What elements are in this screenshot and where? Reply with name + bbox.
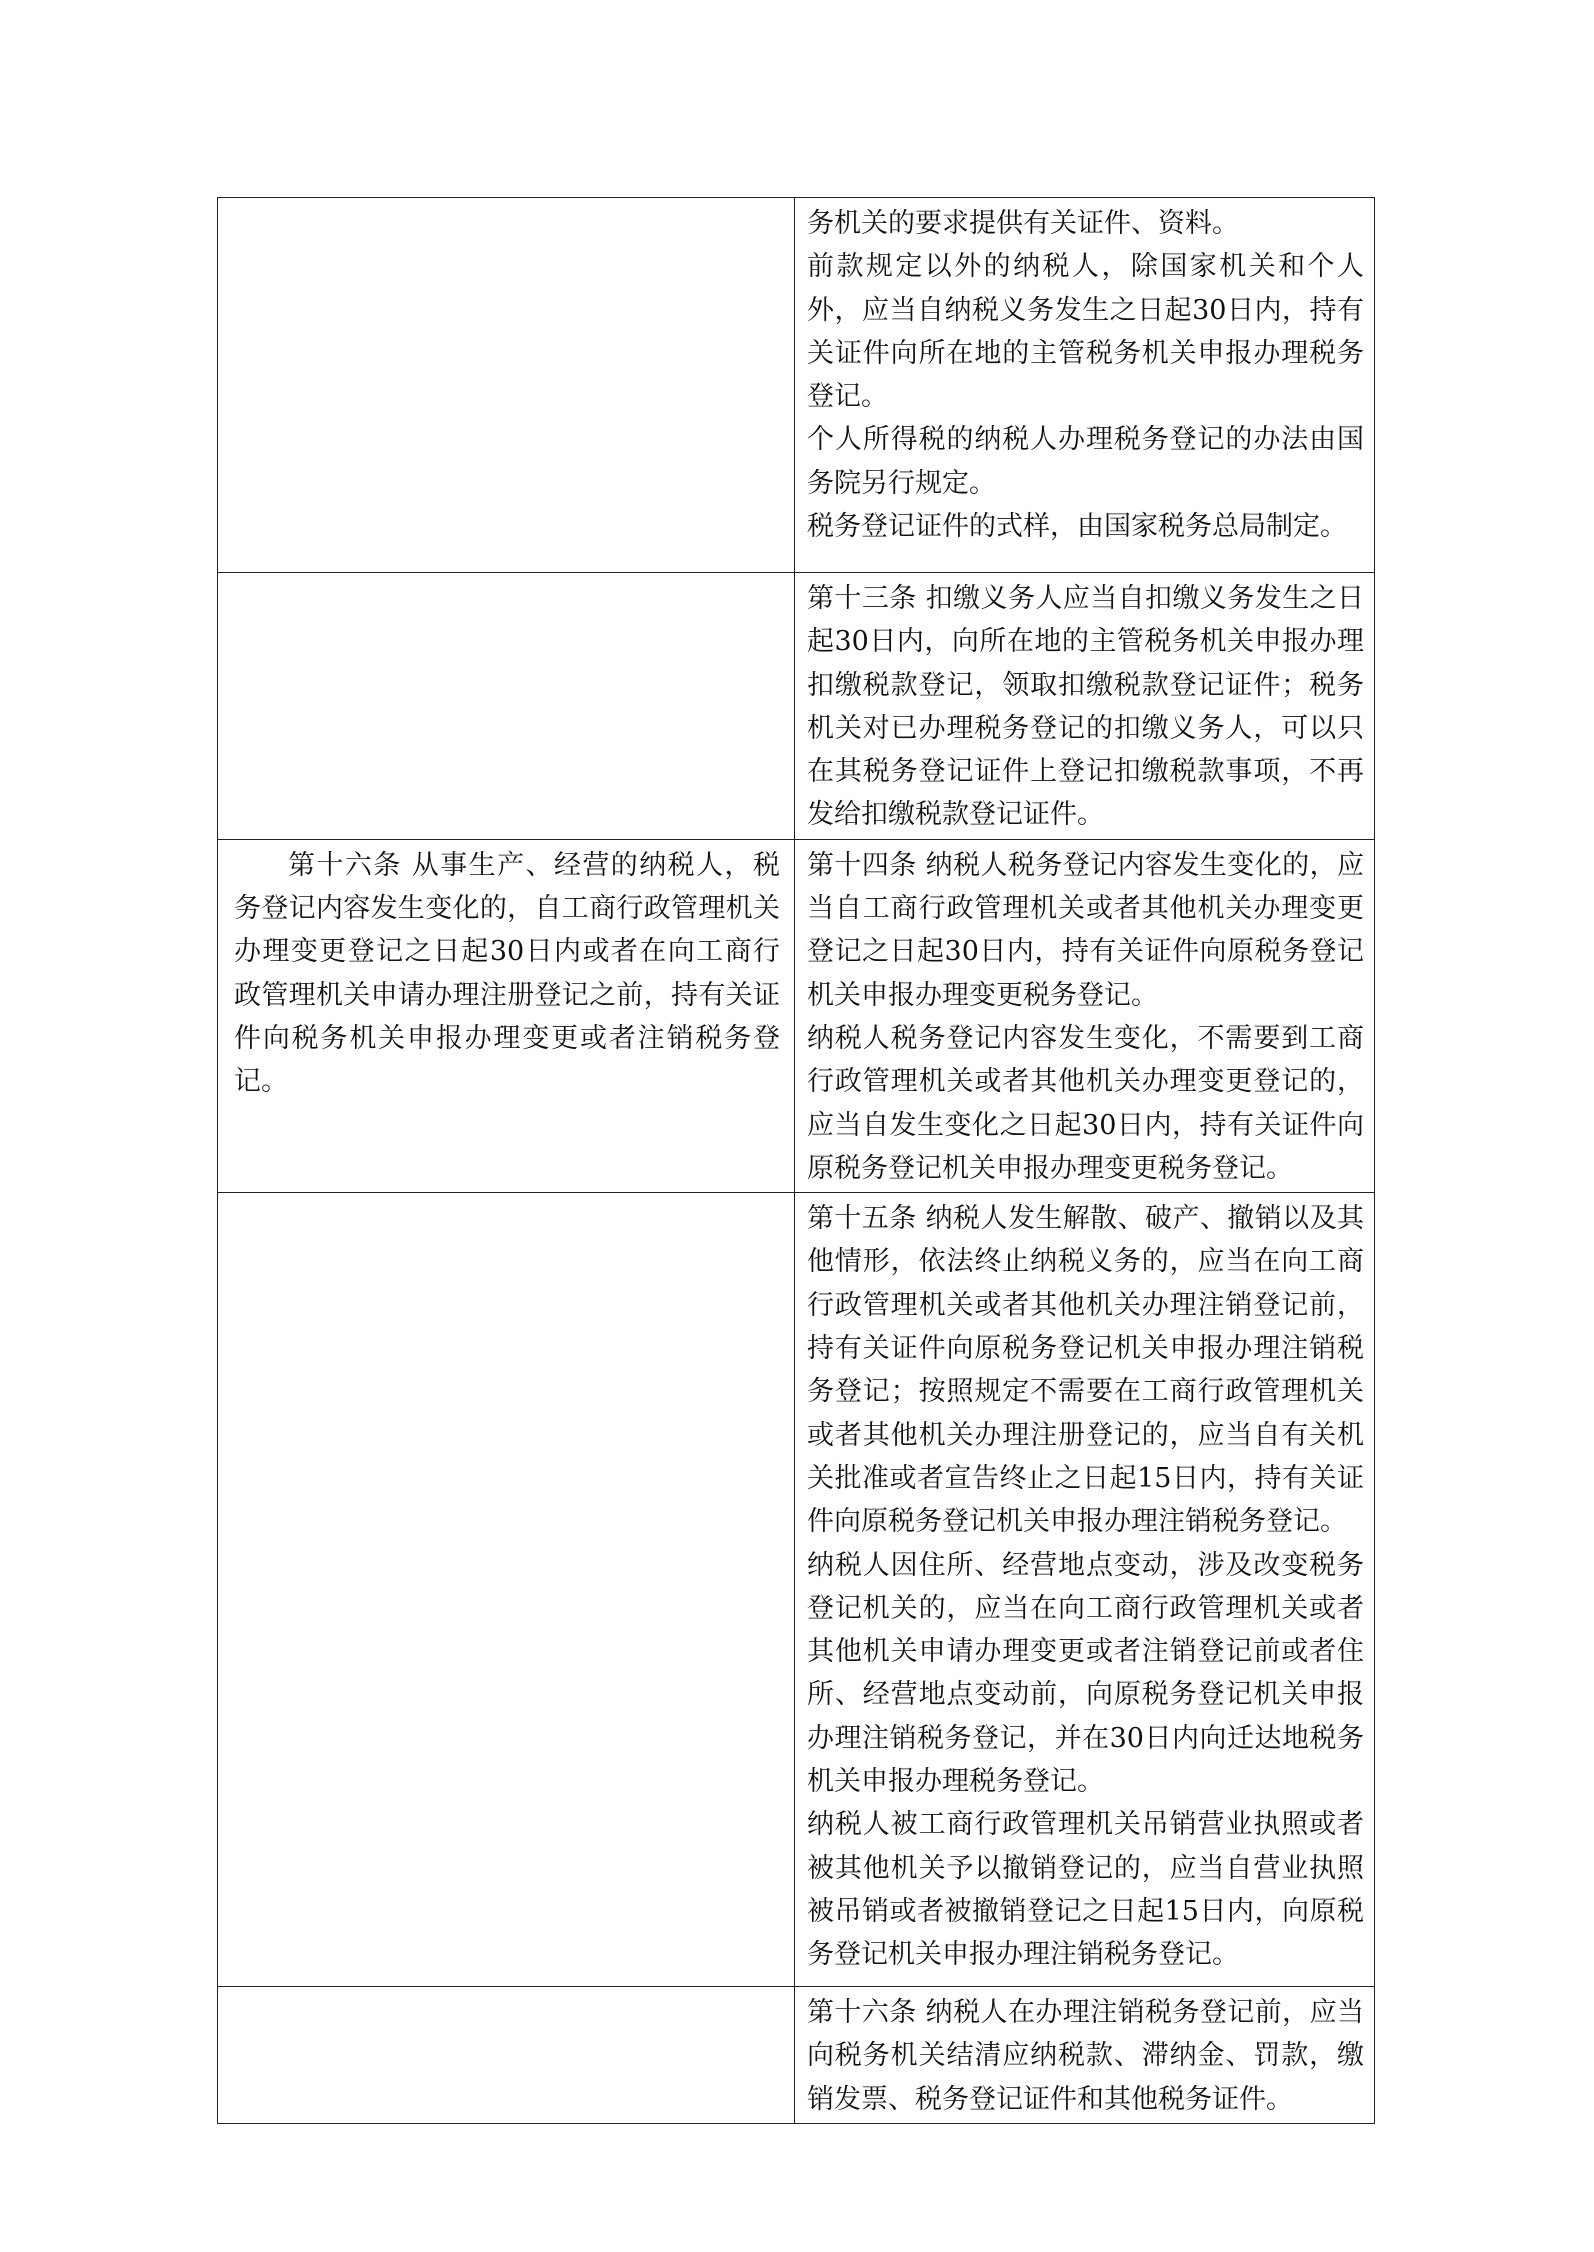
paragraph: 务机关的要求提供有关证件、资料。 — [807, 208, 1239, 239]
paragraph: 第十六条 纳税人在办理注销税务登记前，应当向税务机关结清应纳税款、滞纳金、罚款，缴销发票、税务登记证件和其他税务证件。 — [807, 1997, 1364, 2115]
old-text-cell — [218, 573, 795, 840]
new-text-cell — [795, 1193, 1375, 1987]
table-row — [218, 198, 1375, 573]
new-text-cell — [795, 198, 1375, 573]
old-text-cell — [218, 839, 795, 1192]
old-text-cell — [218, 1987, 795, 2124]
paragraph: 第十五条 纳税人发生解散、破产、撤销以及其他情形，依法终止纳税义务的，应当在向工商行政管理机关或者其他机关办理注销登记前，持有关证件向原税务登记机关申报办理注销税务登记；按照规定不需要在工商行政管理机关或者其他机关办理注册登记的，应当自有关机关批准或者宣告终止之日起15日内，持有关证件向原税务登记机关申报办理注销税务登记。 — [807, 1203, 1364, 1538]
paragraph: 前款规定以外的纳税人，除国家机关和个人外，应当自纳税义务发生之日起30日内，持有关证件向所在地的主管税务机关申报办理税务登记。 — [807, 251, 1364, 413]
table-row — [218, 1193, 1375, 1987]
paragraph: 第十六条 从事生产、经营的纳税人，税务登记内容发生变化的，自工商行政管理机关办理变更登记之日起30日内或者在向工商行政管理机关申请办理注册登记之前，持有关证件向税务机关申报办理变更或者注销税务登记。 — [234, 849, 780, 1098]
new-text-cell — [795, 839, 1375, 1192]
comparison-table — [217, 197, 1375, 2124]
paragraph: 纳税人被工商行政管理机关吊销营业执照或者被其他机关予以撤销登记的，应当自营业执照被吊销或者被撤销登记之日起15日内，向原税务登记机关申报办理注销税务登记。 — [807, 1809, 1364, 1971]
paragraph: 纳税人税务登记内容发生变化，不需要到工商行政管理机关或者其他机关办理变更登记的，应当自发生变化之日起30日内，持有关证件向原税务登记机关申报办理变更税务登记。 — [807, 1022, 1364, 1184]
new-text-cell — [795, 1987, 1375, 2124]
paragraph: 第十三条 扣缴义务人应当自扣缴义务发生之日起30日内，向所在地的主管税务机关申报办理扣缴税款登记，领取扣缴税款登记证件；税务机关对已办理税务登记的扣缴义务人，可以只在其税务登记证件上登记扣缴税款事项，不再发给扣缴税款登记证件。 — [807, 583, 1364, 831]
old-text-cell — [218, 1193, 795, 1987]
table-row — [218, 839, 1375, 1192]
old-text-cell — [218, 198, 795, 573]
new-text-cell — [795, 573, 1375, 840]
table-row — [218, 573, 1375, 840]
table-row — [218, 1987, 1375, 2124]
paragraph: 税务登记证件的式样，由国家税务总局制定。 — [807, 511, 1347, 543]
paragraph: 第十四条 纳税人税务登记内容发生变化的，应当自工商行政管理机关或者其他机关办理变更登记之日起30日内，持有关证件向原税务登记机关申报办理变更税务登记。 — [807, 849, 1364, 1011]
paragraph: 纳税人因住所、经营地点变动，涉及改变税务登记机关的，应当在向工商行政管理机关或者其他机关申请办理变更或者注销登记前或者住所、经营地点变动前，向原税务登记机关申报办理注销税务登记，并在30日内向迁达地税务机关申报办理税务登记。 — [807, 1549, 1364, 1798]
paragraph: 个人所得税的纳税人办理税务登记的办法由国务院另行规定。 — [807, 424, 1364, 499]
